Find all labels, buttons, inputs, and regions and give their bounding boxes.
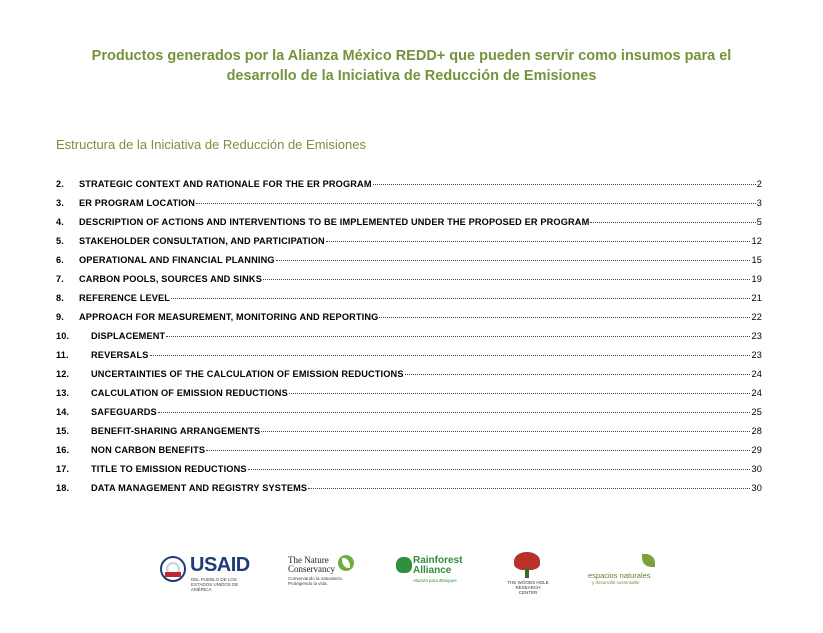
- usaid-logo: [160, 550, 255, 592]
- toc-entry-title: STRATEGIC CONTEXT AND RATIONALE FOR THE ER PROGRAM: [79, 179, 372, 189]
- toc-entry-number: 14.: [56, 407, 70, 417]
- toc-entry-page: 19: [751, 274, 762, 284]
- leaf-icon: [642, 554, 655, 567]
- toc-dot-leader: [206, 450, 750, 451]
- toc-entry-number: 12.: [56, 369, 70, 379]
- toc-entry-page: 24: [751, 369, 762, 379]
- usaid-logo-tagline: DEL PUEBLO DE LOS ESTADOS UNIDOS DE AMÉRICA: [191, 577, 239, 592]
- document-title: [40, 46, 783, 86]
- toc-entry-number: 9.: [56, 312, 64, 322]
- toc-entry-number: 18.: [56, 483, 70, 493]
- toc-entry-title: TITLE TO EMISSION REDUCTIONS: [91, 464, 247, 474]
- toc-entry-number: 4.: [56, 217, 64, 227]
- toc-entry-page: 21: [751, 293, 762, 303]
- toc-entry-page: 30: [751, 483, 762, 493]
- toc-entry-number: 11.: [56, 350, 69, 360]
- toc-entry-title: ER PROGRAM LOCATION: [79, 198, 195, 208]
- toc-entry-page: 2: [756, 179, 762, 189]
- document-title-line-2: desarrollo de la Iniciativa de Reducción de Emisiones: [226, 68, 597, 84]
- toc-entry[interactable]: [56, 483, 762, 502]
- toc-dot-leader: [261, 431, 750, 432]
- toc-dot-leader: [158, 412, 751, 413]
- toc-entry-number: 5.: [56, 236, 64, 246]
- toc-entry-title: DATA MANAGEMENT AND REGISTRY SYSTEMS: [91, 483, 308, 493]
- toc-entry[interactable]: [56, 464, 762, 483]
- rainforest-logo-name-line-2: Alliance: [413, 565, 452, 576]
- toc-entry[interactable]: [56, 388, 762, 407]
- toc-dot-leader: [326, 241, 751, 242]
- toc-dot-leader: [405, 374, 751, 375]
- espacios-naturales-logo: [588, 550, 658, 592]
- toc-entry[interactable]: [56, 255, 762, 274]
- toc-entry[interactable]: [56, 426, 762, 445]
- toc-entry[interactable]: [56, 369, 762, 388]
- espacios-logo-tagline: y desarrollo sustentable: [592, 580, 640, 585]
- toc-entry-number: 10.: [56, 331, 70, 341]
- toc-entry-title: UNCERTAINTIES OF THE CALCULATION OF EMISSION REDUCTIONS: [91, 369, 404, 379]
- toc-entry-number: 6.: [56, 255, 64, 265]
- toc-entry-number: 8.: [56, 293, 64, 303]
- toc-entry-title: APPROACH FOR MEASUREMENT, MONITORING AND REPORTING: [79, 312, 379, 322]
- nature-conservancy-logo: [288, 550, 358, 592]
- toc-entry-title: REVERSALS: [91, 350, 149, 360]
- toc-entry-number: 17.: [56, 464, 70, 474]
- partner-logos: [0, 550, 823, 595]
- toc-dot-leader: [379, 317, 750, 318]
- toc-entry-page: 25: [751, 407, 762, 417]
- usaid-logo-name: USAID: [190, 554, 250, 576]
- rainforest-logo-name-line-1: Rainforest: [413, 555, 463, 566]
- woods-hole-logo: [506, 550, 550, 595]
- toc-dot-leader: [248, 469, 751, 470]
- toc-entry-page: 23: [751, 350, 762, 360]
- toc-entry-page: 24: [751, 388, 762, 398]
- toc-entry-title: BENEFIT-SHARING ARRANGEMENTS: [91, 426, 261, 436]
- toc-entry-page: 5: [756, 217, 762, 227]
- toc-entry[interactable]: [56, 445, 762, 464]
- espacios-logo-name: espacios naturales: [588, 571, 651, 580]
- toc-entry-title: REFERENCE LEVEL: [79, 293, 171, 303]
- toc-entry-number: 16.: [56, 445, 70, 455]
- toc-dot-leader: [373, 184, 756, 185]
- toc-entry-number: 15.: [56, 426, 70, 436]
- toc-entry-page: 23: [751, 331, 762, 341]
- toc-entry-page: 12: [751, 236, 762, 246]
- toc-entry-number: 2.: [56, 179, 64, 189]
- tnc-logo-name-line-2: Conservancy: [288, 564, 335, 574]
- toc-entry-title: STAKEHOLDER CONSULTATION, AND PARTICIPATION: [79, 236, 325, 246]
- tnc-logo-tagline: Conservando la naturaleza. Protegiendo la vida.: [288, 576, 344, 586]
- toc-entry[interactable]: [56, 236, 762, 255]
- toc-entry[interactable]: [56, 198, 762, 217]
- toc-entry-title: DISPLACEMENT: [91, 331, 166, 341]
- toc-entry-title: SAFEGUARDS: [91, 407, 157, 417]
- table-of-contents: [56, 179, 762, 502]
- toc-entry-page: 29: [751, 445, 762, 455]
- toc-dot-leader: [590, 222, 755, 223]
- toc-entry-title: NON CARBON BENEFITS: [91, 445, 206, 455]
- usaid-seal-icon: [160, 556, 186, 582]
- rainforest-alliance-logo: [396, 550, 466, 592]
- toc-entry-page: 30: [751, 464, 762, 474]
- toc-entry[interactable]: [56, 407, 762, 426]
- tree-trunk-icon: [525, 568, 529, 578]
- toc-dot-leader: [171, 298, 750, 299]
- toc-entry[interactable]: [56, 293, 762, 312]
- toc-entry-page: 15: [751, 255, 762, 265]
- toc-entry-page: 28: [751, 426, 762, 436]
- section-heading: Estructura de la Iniciativa de Reducción de Emisiones: [56, 137, 366, 152]
- toc-entry-number: 13.: [56, 388, 70, 398]
- toc-entry-title: OPERATIONAL AND FINANCIAL PLANNING: [79, 255, 275, 265]
- toc-entry[interactable]: [56, 312, 762, 331]
- toc-entry-page: 22: [751, 312, 762, 322]
- tnc-logo-name-line-1: The Nature: [288, 555, 329, 565]
- toc-dot-leader: [308, 488, 750, 489]
- toc-entry[interactable]: [56, 179, 762, 198]
- toc-entry-number: 7.: [56, 274, 64, 284]
- toc-dot-leader: [289, 393, 751, 394]
- toc-dot-leader: [196, 203, 756, 204]
- toc-entry[interactable]: [56, 274, 762, 293]
- toc-entry-title: DESCRIPTION OF ACTIONS AND INTERVENTIONS TO BE IMPLEMENTED UNDER THE PROPOSED ER PROGRAM: [79, 217, 590, 227]
- toc-entry[interactable]: [56, 217, 762, 236]
- toc-entry[interactable]: [56, 350, 762, 369]
- toc-entry-title: CALCULATION OF EMISSION REDUCTIONS: [91, 388, 288, 398]
- leaf-icon: [338, 555, 354, 571]
- woods-hole-logo-name: THE WOODS HOLE RESEARCH CENTER: [507, 580, 549, 595]
- document-title-line-1: Productos generados por la Alianza México REDD+ que pueden servir como insumos para el: [91, 48, 732, 64]
- rainforest-logo-name: [413, 556, 462, 576]
- frog-icon: [396, 557, 412, 573]
- toc-entry-title: CARBON POOLS, SOURCES AND SINKS: [79, 274, 262, 284]
- toc-dot-leader: [166, 336, 750, 337]
- tnc-logo-name: [288, 556, 335, 574]
- toc-dot-leader: [263, 279, 750, 280]
- toc-dot-leader: [150, 355, 751, 356]
- rainforest-logo-tagline: Alianza para Bosques: [413, 578, 457, 583]
- toc-dot-leader: [276, 260, 751, 261]
- toc-entry-number: 3.: [56, 198, 64, 208]
- toc-entry[interactable]: [56, 331, 762, 350]
- toc-entry-page: 3: [756, 198, 762, 208]
